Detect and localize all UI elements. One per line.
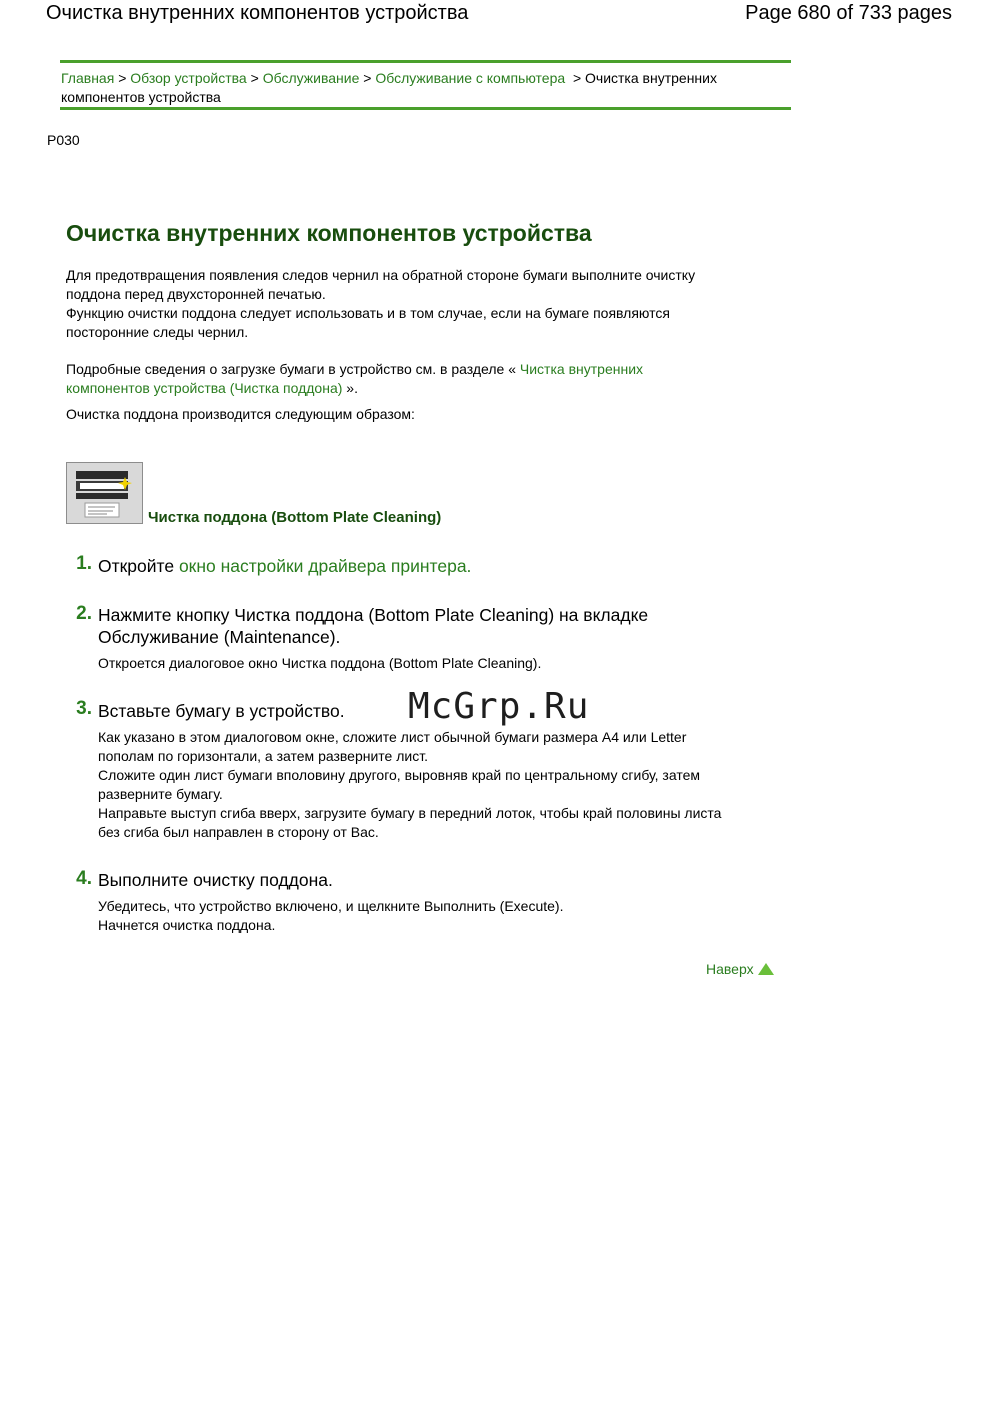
- printer-driver-settings-link[interactable]: окно настройки драйвера принтера.: [178, 556, 472, 576]
- feature-label: Чистка поддона (Bottom Plate Cleaning): [148, 509, 442, 526]
- breadcrumb-current-cont: компонентов устройства: [61, 89, 221, 105]
- step-3-body-line: Направьте выступ сгиба вверх, загрузите бумагу в передний лоток, чтобы край половины листа: [98, 805, 722, 821]
- procedure-intro: Очистка поддона производится следующим образом:: [66, 406, 415, 422]
- intro-line: Функцию очистки поддона следует использовать и в том случае, если на бумаге появляются: [66, 305, 670, 321]
- breadcrumb-separator: >: [363, 70, 372, 86]
- arrow-up-icon: [758, 963, 774, 975]
- step-3-body: [98, 728, 758, 842]
- breadcrumb-current: Очистка внутренних: [585, 70, 717, 86]
- back-to-top-link[interactable]: [706, 961, 774, 977]
- details-paragraph: [66, 360, 756, 398]
- intro-paragraph: [66, 266, 756, 342]
- step-4-body: [98, 897, 758, 935]
- intro-line: поддона перед двухсторонней печатью.: [66, 286, 326, 302]
- step-3-body-line: без сгиба был направлен в сторону от Вас.: [98, 824, 379, 840]
- breadcrumb-separator: >: [118, 70, 127, 86]
- document-code: P030: [47, 132, 80, 148]
- step-number: 2.: [76, 603, 92, 624]
- step-2-title-line: Нажмите кнопку Чистка поддона (Bottom Plate Cleaning) на вкладке: [98, 605, 649, 625]
- bottom-plate-cleaning-link[interactable]: Чистка внутренних: [519, 361, 644, 377]
- intro-line: посторонние следы чернил.: [66, 324, 249, 340]
- watermark: McGrp.Ru: [408, 686, 590, 727]
- step-1-title: [98, 555, 718, 577]
- step-4-title: Выполните очистку поддона.: [98, 870, 333, 890]
- intro-line: Для предотвращения появления следов чернил на обратной стороне бумаги выполните очистку: [66, 267, 696, 283]
- page-title: Очистка внутренних компонентов устройства: [66, 220, 592, 246]
- step-2-title: [98, 604, 718, 648]
- step-3-body-line: пополам по горизонтали, а затем разверните лист.: [98, 748, 428, 764]
- step-4-body-line: Убедитесь, что устройство включено, и щелкните Выполнить (Execute).: [98, 898, 564, 914]
- step-number: 3.: [76, 698, 92, 719]
- breadcrumb: [60, 60, 791, 110]
- breadcrumb-separator: >: [572, 70, 582, 86]
- details-text-end: ».: [346, 380, 358, 396]
- breadcrumb-link-pc-maintenance[interactable]: Обслуживание с компьютера: [375, 70, 566, 86]
- breadcrumb-link-maintenance[interactable]: Обслуживание: [262, 70, 360, 86]
- step-number: 4.: [76, 868, 92, 889]
- back-to-top-label: Наверх: [706, 961, 754, 977]
- bottom-plate-cleaning-link-cont[interactable]: компонентов устройства (Чистка поддона): [66, 380, 343, 396]
- breadcrumb-link-overview[interactable]: Обзор устройства: [130, 70, 247, 86]
- step-3-title: Вставьте бумагу в устройство.: [98, 701, 345, 721]
- step-3-body-line: разверните бумагу.: [98, 786, 223, 802]
- step-2-body: Откроется диалоговое окно Чистка поддона (Bottom Plate Cleaning).: [98, 655, 542, 671]
- step-4-body-line: Начнется очистка поддона.: [98, 917, 276, 933]
- step-1-prefix: Откройте: [98, 556, 179, 576]
- bottom-plate-cleaning-icon: [66, 462, 143, 524]
- document-title-header: Очистка внутренних компонентов устройства: [46, 2, 469, 24]
- page-counter: Page 680 of 733 pages: [745, 2, 952, 24]
- details-text: Подробные сведения о загрузке бумаги в устройство см. в разделе «: [66, 361, 520, 377]
- step-3-body-line: Как указано в этом диалоговом окне, сложите лист обычной бумаги размера A4 или Letter: [98, 729, 687, 745]
- breadcrumb-separator: >: [250, 70, 259, 86]
- breadcrumb-link-home[interactable]: Главная: [61, 70, 115, 86]
- step-2-title-line: Обслуживание (Maintenance).: [98, 627, 341, 647]
- step-number: 1.: [76, 553, 92, 574]
- step-3-body-line: Сложите один лист бумаги вполовину другого, выровняв край по центральному сгибу, затем: [98, 767, 700, 783]
